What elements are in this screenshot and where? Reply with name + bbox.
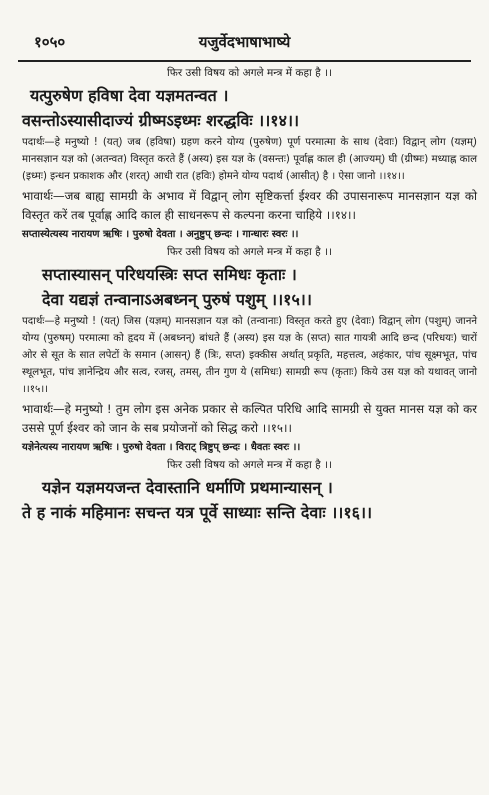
rishi-devata-line: सप्तास्येत्यस्य नारायण ऋषिः । पुरुषो देवता । अनुष्टुप् छन्दः । गान्धारः स्वरः ।। xyxy=(22,229,299,240)
padartha-paragraph: पदार्थः—हे मनुष्यो ! (यत्) जिस (यज्ञम्) मानसज्ञान यज्ञ को (तन्वानाः) विस्तृत करते हुए (देवाः) विद्वान् लोग (पशुम्) जानने योग्य (पुरुषम्) परमात्मा को हृदय में (अबध्नन्) बांधते हैं (अस्य) इस यज्ञ के (सप्त) सात गायत्री आदि छन्द (परिधयः) चारों ओर से सूत के सात लपेटों के समान (आसन्) हैं (त्रिः, सप्त) इक्कीस अर्थात् प्रकृति, महत्तत्व, अहंकार, पांच सूक्ष्मभूत, पांच स्थूलभूत, पांच ज्ञानेन्द्रिय और सत्व, रजस्, तमस्, तीन गुण ये (समिधः) सामग्री रूप (कृताः) किये उस यज्ञ को यथावत् जानो ।।१५।। xyxy=(22,316,477,395)
bhavartha-paragraph: भावार्थः—हे मनुष्यो ! तुम लोग इस अनेक प्रकार से कल्पित परिधि आदि सामग्री से युक्त मानस यज्ञ को कर उससे पूर्ण ईश्वर को जान के सब प्रयोजनों को सिद्ध करो ।।१५।। xyxy=(22,402,477,435)
page-number: १०५० xyxy=(34,33,66,51)
mantra-line: यज्ञेन यज्ञमयजन्त देवास्तानि धर्माणि प्रथमान्यासन् । xyxy=(42,478,333,497)
mantra-line: सप्तास्यासन् परिधयस्त्रिः सप्त समिधः कृताः । xyxy=(42,265,297,284)
mantra-line: यत्पुरुषेण हविषा देवा यज्ञमतन्वत । xyxy=(30,86,229,105)
section-intro: फिर उसी विषय को अगले मन्त्र में कहा है ।। xyxy=(167,459,332,471)
mantra-line: वसन्तोऽस्यासीदाज्यं ग्रीष्मऽइध्मः शरद्धविः ।।१४।। xyxy=(22,111,300,130)
mantra-line: देवा यद्यज्ञं तन्वानाऽअबध्नन् पुरुषं पशुम् ।।१५।। xyxy=(42,290,312,309)
page-header xyxy=(18,30,471,62)
bhavartha-paragraph: भावार्थः—जब बाह्य सामग्री के अभाव में विद्वान् लोग सृष्टिकर्त्ता ईश्वर की उपासनारूप मानसज्ञान यज्ञ को विस्तृत करें तब पूर्वाह्ण आदि काल ही साधनरूप से कल्पना करना चाहिये ।।१४।। xyxy=(22,189,477,222)
rishi-devata-line: यज्ञेनेत्यस्य नारायण ऋषिः । पुरुषो देवता । विराट् त्रिष्टुप् छन्दः । धैवतः स्वरः ।। xyxy=(22,442,301,453)
running-title: यजुर्वेदभाषाभाष्ये xyxy=(198,33,291,51)
mantra-line: ते ह नाकं महिमानः सचन्त यत्र पूर्वे साध्याः सन्ति देवाः ।।१६।। xyxy=(22,503,373,522)
padartha-paragraph: पदार्थः—हे मनुष्यो ! (यत्) जब (हविषा) ग्रहण करने योग्य (पुरुषेण) पूर्ण परमात्मा के साथ (देवाः) विद्वान् लोग (यज्ञम्) मानसज्ञान यज्ञ को (अतन्वत) विस्तृत करते हैं (अस्य) इस यज्ञ के (वसन्तः) पूर्वाह्ण काल ही (आज्यम्) घी (ग्रीष्मः) मध्याह्न काल (इध्मः) इन्धन प्रकाशक और (शरत्) आधी रात (हविः) होमने योग्य पदार्थ (आसीत्) है । ऐसा जानो ।।१४।। xyxy=(22,137,477,182)
section-intro: फिर उसी विषय को अगले मन्त्र में कहा है ।। xyxy=(167,67,332,79)
page-body xyxy=(22,66,477,526)
section-intro: फिर उसी विषय को अगले मन्त्र में कहा है ।। xyxy=(167,246,332,258)
